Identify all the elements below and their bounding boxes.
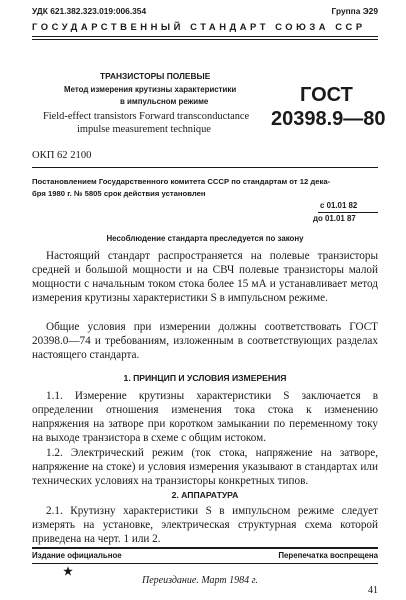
reissue-note: Переиздание. Март 1984 г. xyxy=(142,575,258,586)
title-en-line1: Field-effect transistors Forward transconductance xyxy=(43,111,250,122)
footer-rule-top xyxy=(32,547,378,549)
intro-paragraph-2: Общие условия при измерении должны соответствовать ГОСТ 20398.0—74 и требованиям, изложенным в соответствующих разделах настоящего стандарта. xyxy=(32,321,378,361)
validity-from: с 01.01 82 xyxy=(320,201,358,210)
header-rule-top xyxy=(32,36,378,37)
paragraph-2-1: 2.1. Крутизну характеристики S в импульсном режиме следует измерять на установке, электрическая структурная схема которой приведена на черт. 1 или 2. xyxy=(32,505,378,545)
title-ru-line1: ТРАНЗИСТОРЫ ПОЛЕВЫЕ xyxy=(100,71,211,81)
group-code: Группа Э29 xyxy=(331,6,378,16)
title-ru-line2: Метод измерения крутизны характеристики xyxy=(64,85,237,94)
star-icon xyxy=(63,563,73,573)
section-1-heading: 1. ПРИНЦИП И УСЛОВИЯ ИЗМЕРЕНИЯ xyxy=(123,373,287,383)
decree-line2: бря 1980 г. № 5805 срок действия установлен xyxy=(32,189,206,198)
intro-paragraph-1: Настоящий стандарт распространяется на полевые транзисторы средней и большой мощности и на СВЧ полевые транзисторы малой мощности с начальным током стока более 15 мА и устанавливает метод измерения крутизны характеристики S в импульсном режиме. xyxy=(32,250,378,304)
state-standard-title: ГОСУДАРСТВЕННЫЙ СТАНДАРТ СОЮЗА ССР xyxy=(32,21,366,32)
validity-rule xyxy=(318,212,378,213)
page-number: 41 xyxy=(368,585,378,596)
law-warning: Несоблюдение стандарта преследуется по закону xyxy=(106,234,304,243)
udk-code: УДК 621.382.323.019:006.354 xyxy=(32,6,147,16)
title-en-line2: impulse measurement technique xyxy=(77,124,211,135)
title-ru-line3: в импульсном режиме xyxy=(120,97,209,106)
gost-number: 20398.9—80 xyxy=(271,108,386,130)
header-rule-bottom xyxy=(32,39,378,40)
reprint-prohibited: Перепечатка воспрещена xyxy=(278,551,378,560)
official-edition: Издание официальное xyxy=(32,551,122,560)
decree-line1: Постановлением Государственного комитета СССР по стандартам от 12 дека- xyxy=(32,177,331,186)
footer-rule-bottom xyxy=(32,563,378,564)
okp-rule xyxy=(32,167,378,168)
paragraph-1-1: 1.1. Измерение крутизны характеристики S заключается в определении отношения изменения тока стока к изменению напряжения на затворе при коротком замыкании по переменному току на выходе транзистора в схеме с общим истоком. xyxy=(32,390,378,444)
validity-to: до 01.01 87 xyxy=(313,214,356,223)
paragraph-1-2: 1.2. Электрический режим (ток стока, напряжение на затворе, напряжение на стоке) и условия измерения указывают в стандартах или технических условиях на транзисторы конкретных типов. xyxy=(32,447,378,487)
section-2-heading: 2. АППАРАТУРА xyxy=(171,490,239,500)
gost-label: ГОСТ xyxy=(300,84,353,106)
okp-code: ОКП 62 2100 xyxy=(32,150,92,161)
